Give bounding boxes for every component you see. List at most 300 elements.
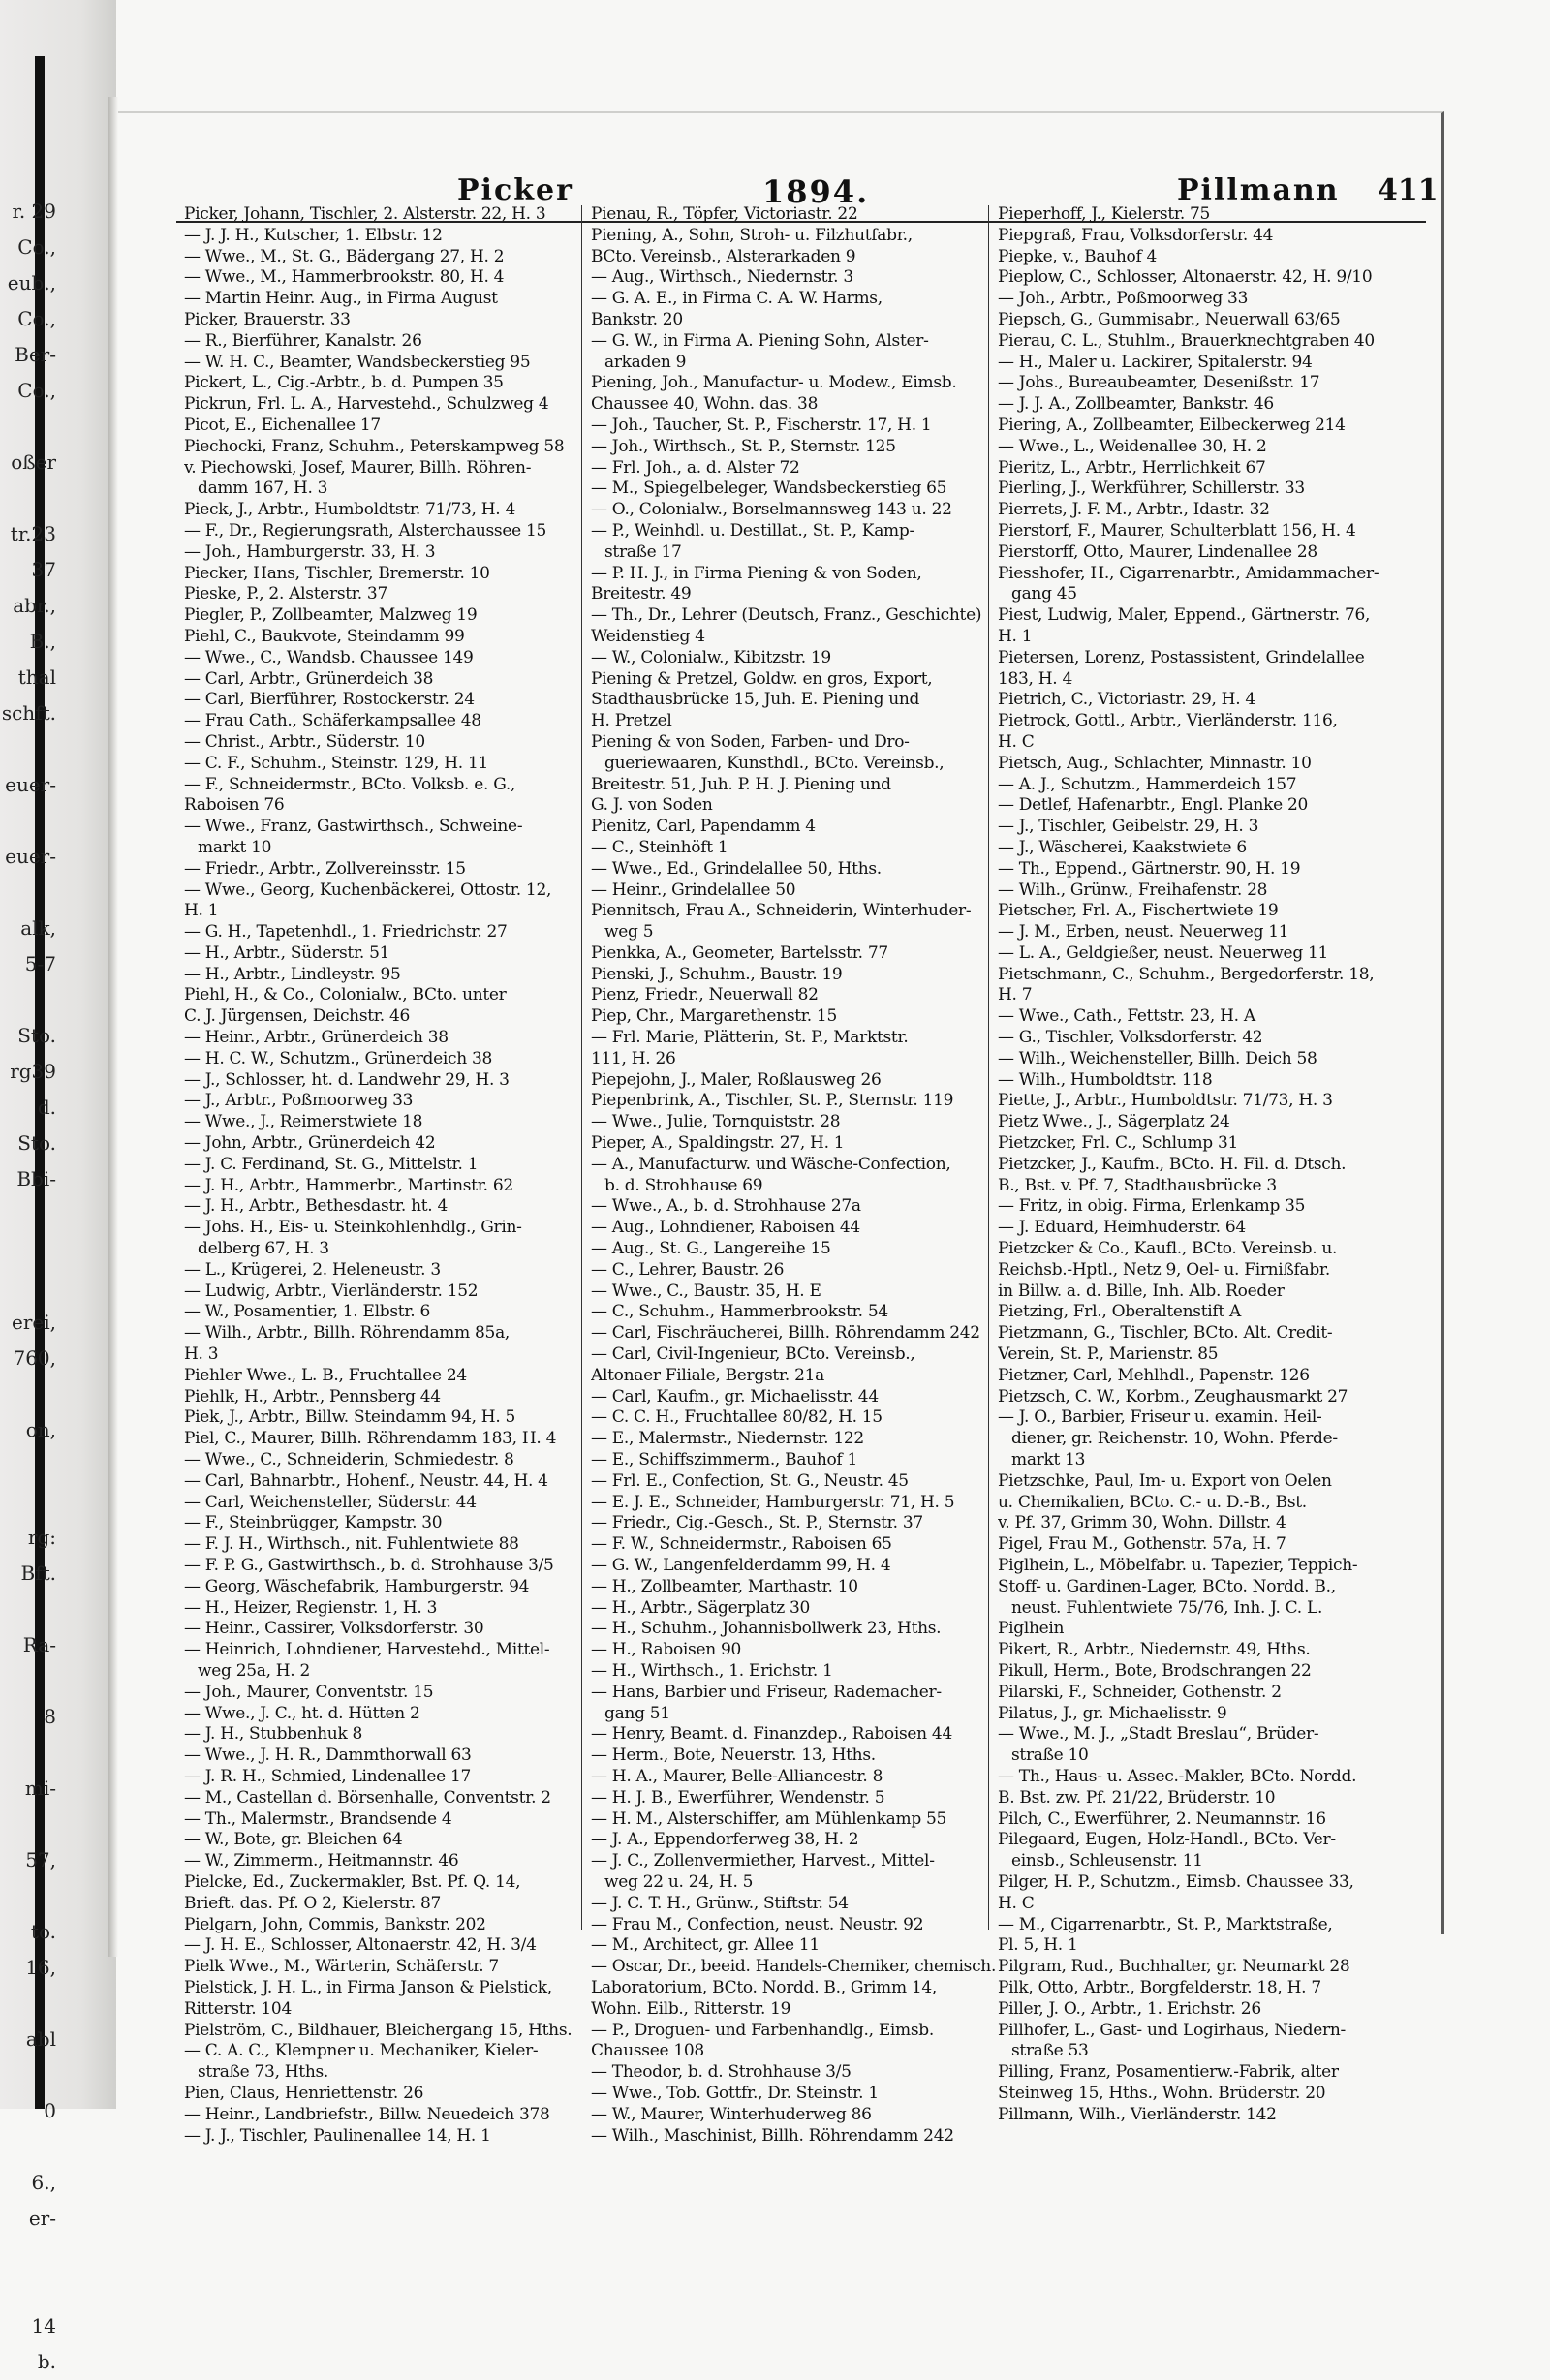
gutter-fragment [0, 1592, 56, 1627]
directory-entry: — Th., Malermstr., Brandsende 4 [184, 1808, 452, 1829]
directory-entry: Pienitz, Carl, Papendamm 4 [591, 817, 816, 837]
directory-entry: — J. O., Barbier, Friseur u. examin. Heil- [998, 1407, 1322, 1428]
directory-entry: straße 17 [604, 541, 682, 562]
gutter-fragment: 760, [13, 1346, 56, 1370]
directory-entry: — F. W., Schneidermstr., Raboisen 65 [591, 1534, 892, 1555]
gutter-fragment: r. 29 [12, 200, 56, 223]
directory-entry: — J. C., Zollenvermiether, Harvest., Mittel- [591, 1851, 935, 1871]
directory-entry: — Ludwig, Arbtr., Vierländerstr. 152 [184, 1281, 479, 1301]
directory-entry: straße 10 [1011, 1746, 1089, 1766]
directory-entry: — Herm., Bote, Neuerstr. 13, Hths. [591, 1746, 876, 1766]
directory-entry: — W., Bote, gr. Bleichen 64 [184, 1830, 403, 1850]
directory-entry: Pilegaard, Eugen, Holz-Handl., BCto. Ver- [998, 1830, 1336, 1850]
directory-entry: Piehlk, H., Arbtr., Pennsberg 44 [184, 1386, 441, 1406]
column-1 [184, 204, 591, 2147]
directory-entry: — Carl, Bierführer, Rostockerstr. 24 [184, 690, 475, 710]
directory-entry: H. 1 [184, 901, 219, 921]
gutter-fragment: B., [29, 630, 56, 653]
directory-entry: Pilgram, Rud., Buchhalter, gr. Neumarkt 28 [998, 1957, 1350, 1977]
directory-entry: Pierstorff, Otto, Maurer, Lindenallee 28 [998, 541, 1318, 562]
directory-entry: Piechocki, Franz, Schuhm., Peterskampweg 58 [184, 436, 565, 456]
directory-entry: BCto. Vereinsb., Alsterarkaden 9 [591, 246, 856, 266]
directory-entry: — Joh., Maurer, Conventstr. 15 [184, 1682, 434, 1702]
directory-entry: — Th., Eppend., Gärtnerstr. 90, H. 19 [998, 858, 1301, 879]
directory-entry: Breitestr. 49 [591, 584, 692, 604]
gutter-fragment: Bbi- [16, 1167, 56, 1190]
directory-entry: u. Chemikalien, BCto. C.- u. D.-B., Bst. [998, 1492, 1307, 1512]
directory-entry: Piehler Wwe., L. B., Fruchtallee 24 [184, 1365, 467, 1385]
directory-entry: — Heinr., Arbtr., Grünerdeich 38 [184, 1028, 449, 1048]
gutter-fragment [0, 982, 56, 1018]
directory-entry: — E., Malermstr., Niedernstr. 122 [591, 1429, 864, 1449]
directory-page [118, 111, 1444, 2146]
directory-entry: — Johs. H., Eis- u. Steinkohlenhdlg., Grin- [184, 1218, 522, 1238]
directory-entry: — F., Dr., Regierungsrath, Alsterchaussee 15 [184, 520, 546, 541]
directory-entry: — Heinr., Cassirer, Volksdorferstr. 30 [184, 1619, 484, 1639]
directory-entry: Pietsch, Aug., Schlachter, Minnastr. 10 [998, 753, 1312, 773]
directory-entry: Piehl, C., Baukvote, Steindamm 99 [184, 626, 465, 646]
gutter-fragment: Ber- [15, 343, 56, 366]
directory-entry: — Wwe., C., Baustr. 35, H. E [591, 1281, 822, 1301]
directory-entry: B. Bst. zw. Pf. 21/22, Brüderstr. 10 [998, 1787, 1276, 1808]
directory-entry: weg 22 u. 24, H. 5 [604, 1871, 754, 1892]
directory-entry: — Joh., Wirthsch., St. P., Sternstr. 125 [591, 436, 896, 456]
directory-entry: gang 51 [604, 1703, 670, 1723]
directory-entry: Pietzcker & Co., Kaufl., BCto. Vereinsb. u. [998, 1239, 1338, 1259]
directory-entry: straße 53 [1011, 2041, 1089, 2061]
gutter-fragment: mi- [24, 1777, 56, 1800]
directory-entry: — Wilh., Maschinist, Billh. Röhrendamm 242 [591, 2125, 954, 2146]
gutter-fragment: 14 [31, 2314, 56, 2337]
directory-entry: Pielk Wwe., M., Wärterin, Schäferstr. 7 [184, 1957, 499, 1977]
gutter-fragment: Sto. [17, 1131, 56, 1155]
book-spine [108, 97, 118, 1957]
directory-entry: weg 25a, H. 2 [198, 1660, 311, 1681]
directory-entry: Pilarski, F., Schneider, Gothenstr. 2 [998, 1682, 1282, 1702]
gutter-fragment [0, 1663, 56, 1699]
directory-entry: — H., Raboisen 90 [591, 1640, 741, 1660]
directory-entry: gang 45 [1011, 584, 1077, 604]
gutter-fragment [0, 1269, 56, 1305]
directory-entry: — Carl, Civil-Ingenieur, BCto. Vereinsb., [591, 1345, 915, 1365]
directory-entry: — J., Wäscherei, Kaakstwiete 6 [998, 837, 1247, 857]
directory-entry: Pielcke, Ed., Zuckermakler, Bst. Pf. Q. 14, [184, 1871, 521, 1892]
directory-entry: Pl. 5, H. 1 [998, 1935, 1078, 1956]
directory-entry: — Wilh., Grünw., Freihafenstr. 28 [998, 880, 1268, 900]
directory-entry: Piglhein, L., Möbelfabr. u. Tapezier, Teppich- [998, 1556, 1358, 1575]
previous-page-edge [0, 0, 116, 2373]
directory-entry: Piecker, Hans, Tischler, Bremerstr. 10 [184, 563, 490, 583]
directory-entry: — Aug., Lohndiener, Raboisen 44 [591, 1218, 860, 1238]
directory-entry: Pielgarn, John, Commis, Bankstr. 202 [184, 1914, 486, 1934]
directory-entry: — C., Lehrer, Baustr. 26 [591, 1259, 785, 1280]
directory-entry: — J. C. T. H., Grünw., Stiftstr. 54 [591, 1893, 849, 1913]
directory-entry: Pieske, P., 2. Alsterstr. 37 [184, 584, 388, 604]
gutter-fragment: 5-7 [24, 952, 56, 975]
directory-entry: Altonaer Filiale, Bergstr. 21a [591, 1365, 824, 1385]
directory-entry: diener, gr. Reichenstr. 10, Wohn. Pferde- [1011, 1429, 1338, 1449]
directory-entry: Pickrun, Frl. L. A., Harvestehd., Schulzweg 4 [184, 394, 549, 415]
directory-entry: — Wilh., Arbtr., Billh. Röhrendamm 85a, [184, 1323, 511, 1344]
directory-entry: Pietzcker, J., Kaufm., BCto. H. Fil. d. Dtsch. [998, 1154, 1347, 1174]
gutter-fragment: 37 [31, 558, 56, 581]
directory-entry: — M., Spiegelbeleger, Wandsbeckerstieg 65 [591, 479, 947, 499]
directory-entry: — Joh., Arbtr., Poßmoorweg 33 [998, 289, 1249, 309]
directory-entry: Pigel, Frau M., Gothenstr. 57a, H. 7 [998, 1534, 1286, 1555]
directory-entry: — Oscar, Dr., beeid. Handels-Chemiker, chemisch. [591, 1957, 997, 1977]
directory-entry: Pietzmann, G., Tischler, BCto. Alt. Credit- [998, 1323, 1333, 1344]
directory-entry: Piegler, P., Zollbeamter, Malzweg 19 [184, 605, 478, 626]
directory-entry: — H., Zollbeamter, Marthastr. 10 [591, 1576, 858, 1596]
directory-entry: Pietzschke, Paul, Im- u. Export von Oelen [998, 1470, 1332, 1491]
directory-entry: Pielström, C., Bildhauer, Bleichergang 15, Hths. [184, 2020, 573, 2040]
gutter-fragment: er- [28, 2207, 56, 2230]
directory-entry: Wohn. Eilb., Ritterstr. 19 [591, 1998, 791, 2019]
directory-entry: Piening, Joh., Manufactur- u. Modew., Eimsb. [591, 373, 957, 393]
directory-entry: — Carl, Bahnarbtr., Hohenf., Neustr. 44, H. 4 [184, 1470, 548, 1491]
directory-entry: — Th., Haus- u. Assec.-Makler, BCto. Nordd. [998, 1766, 1357, 1786]
directory-entry: Piepgraß, Frau, Volksdorferstr. 44 [998, 225, 1274, 245]
directory-entry: — Aug., Wirthsch., Niedernstr. 3 [591, 267, 853, 288]
directory-entry: — F., Schneidermstr., BCto. Volksb. e. G., [184, 774, 516, 794]
directory-entry: — H., Arbtr., Lindleystr. 95 [184, 964, 401, 984]
directory-entry: Piepenbrink, A., Tischler, St. P., Sternstr. 119 [591, 1091, 954, 1111]
directory-entry: — Carl, Weichensteller, Süderstr. 44 [184, 1492, 477, 1512]
directory-entry: — J. M., Erben, neust. Neuerweg 11 [998, 922, 1289, 943]
directory-entry: H. C [998, 1893, 1035, 1913]
directory-entry: Verein, St. P., Marienstr. 85 [998, 1345, 1219, 1365]
directory-entry: — Wwe., Franz, Gastwirthsch., Schweine- [184, 817, 523, 837]
directory-entry: Pietersen, Lorenz, Postassistent, Grindelallee [998, 647, 1365, 667]
directory-entry: — Wwe., J., Reimerstwiete 18 [184, 1112, 423, 1132]
directory-entry: Raboisen 76 [184, 795, 285, 816]
directory-entry: — H., Heizer, Regienstr. 1, H. 3 [184, 1597, 438, 1618]
column-2 [591, 204, 998, 2147]
directory-entry: Pietzner, Carl, Mehlhdl., Papenstr. 126 [998, 1365, 1310, 1385]
gutter-fragment [0, 1878, 56, 1914]
directory-entry: — G., Tischler, Volksdorferstr. 42 [998, 1028, 1263, 1048]
directory-entry: Pienski, J., Schuhm., Baustr. 19 [591, 964, 843, 984]
directory-entry: — J. Eduard, Heimhuderstr. 64 [998, 1218, 1246, 1238]
directory-entry: Pilch, C., Ewerführer, 2. Neumannstr. 16 [998, 1808, 1326, 1829]
directory-entry: Laboratorium, BCto. Nordd. B., Grimm 14, [591, 1977, 938, 1997]
directory-entry: H. 7 [998, 985, 1033, 1005]
directory-entry: Pierling, J., Werkführer, Schillerstr. 33 [998, 479, 1305, 499]
directory-entry: — Carl, Fischräucherei, Billh. Röhrendamm 242 [591, 1323, 980, 1344]
header-first-entry: Picker [457, 173, 574, 207]
directory-entry: markt 13 [1011, 1450, 1086, 1470]
directory-entry: — Wwe., C., Schneiderin, Schmiedestr. 8 [184, 1450, 514, 1470]
directory-entry: — J. R. H., Schmied, Lindenallee 17 [184, 1766, 472, 1786]
directory-entry: — Carl, Arbtr., Grünerdeich 38 [184, 668, 434, 689]
directory-entry: — P., Droguen- und Farbenhandlg., Eimsb. [591, 2020, 934, 2040]
directory-entry: — Frau Cath., Schäferkampsallee 48 [184, 711, 481, 731]
directory-entry: — G. W., in Firma A. Piening Sohn, Alster- [591, 330, 929, 351]
directory-entry: — Wwe., A., b. d. Strohhause 27a [591, 1196, 861, 1217]
directory-entry: — H. M., Alsterschiffer, am Mühlenkamp 55 [591, 1808, 947, 1829]
directory-entry: — Frl. Marie, Plätterin, St. P., Marktstr. [591, 1028, 909, 1048]
directory-entry: Picot, E., Eichenallee 17 [184, 415, 381, 435]
directory-entry: Bankstr. 20 [591, 309, 683, 329]
directory-entry: Piening & von Soden, Farben- und Dro- [591, 731, 910, 752]
directory-entry: — H., Arbtr., Sägerplatz 30 [591, 1597, 811, 1618]
directory-entry: H. 3 [184, 1345, 219, 1365]
directory-entry: Pieritz, L., Arbtr., Herrlichkeit 67 [998, 457, 1266, 478]
directory-entry: — P. H. J., in Firma Piening & von Soden, [591, 563, 922, 583]
directory-entry: damm 167, H. 3 [198, 479, 328, 499]
gutter-fragment [0, 875, 56, 911]
gutter-fragment: d. [37, 1096, 56, 1119]
gutter-fragment [0, 2237, 56, 2272]
directory-entry: Pilk, Otto, Arbtr., Borgfelderstr. 18, H. 7 [998, 1977, 1321, 1997]
directory-entry: Picker, Johann, Tischler, 2. Alsterstr. 22, H. 3 [184, 204, 546, 224]
directory-entry: Piennitsch, Frau A., Schneiderin, Winterhuder- [591, 901, 972, 921]
directory-entry: Picker, Brauerstr. 33 [184, 309, 351, 329]
directory-entry: Piette, J., Arbtr., Humboldtstr. 71/73, H. 3 [998, 1091, 1333, 1111]
gutter-fragment: thal [17, 665, 56, 689]
gutter-fragment: schft. [1, 701, 56, 725]
directory-entry: Pikull, Herm., Bote, Brodschrangen 22 [998, 1660, 1312, 1681]
directory-entry: — H., Maler u. Lackirer, Spitalerstr. 94 [998, 352, 1313, 372]
gutter-fragment: Ra- [22, 1633, 56, 1656]
directory-entry: Piest, Ludwig, Maler, Eppend., Gärtnerstr. 76, [998, 605, 1371, 626]
directory-entry: — J. J. A., Zollbeamter, Bankstr. 46 [998, 394, 1274, 415]
directory-entry: H. C [998, 731, 1035, 752]
gutter-fragment [0, 480, 56, 516]
directory-entry: — Theodor, b. d. Strohhause 3/5 [591, 2062, 852, 2083]
directory-entry: Pikert, R., Arbtr., Niedernstr. 49, Hths. [998, 1640, 1311, 1660]
directory-entry: — Heinr., Grindelallee 50 [591, 880, 796, 900]
gutter-fragment [0, 1448, 56, 1484]
directory-entry: Pietzing, Frl., Oberaltenstift A [998, 1302, 1241, 1322]
directory-entry: — A., Manufacturw. und Wäsche-Confection, [591, 1154, 951, 1174]
directory-entry: — Wwe., Cath., Fettstr. 23, H. A [998, 1006, 1256, 1027]
directory-entry: — Johs., Bureaubeamter, Desenißstr. 17 [998, 373, 1320, 393]
directory-entry: Pierstorf, F., Maurer, Schulterblatt 156, H. 4 [998, 520, 1356, 541]
directory-entry: — H., Wirthsch., 1. Erichstr. 1 [591, 1660, 833, 1681]
directory-entry: Chaussee 40, Wohn. das. 38 [591, 394, 819, 415]
directory-entry: — Wwe., Ed., Grindelallee 50, Hths. [591, 858, 882, 879]
directory-entry: — Frl. Joh., a. d. Alster 72 [591, 457, 800, 478]
directory-entry: gueriewaaren, Kunsthdl., BCto. Vereinsb., [604, 753, 945, 773]
gutter-fragment: euer- [5, 773, 56, 796]
gutter-fragment [0, 803, 56, 839]
directory-entry: — R., Bierführer, Kanalstr. 26 [184, 330, 422, 351]
gutter-fragment [0, 409, 56, 445]
directory-entry: — J. H. E., Schlosser, Altonaerstr. 42, H. 3/4 [184, 1935, 537, 1956]
directory-entry: — W., Posamentier, 1. Elbstr. 6 [184, 1302, 430, 1322]
directory-entry: — Wwe., Julie, Tornquiststr. 28 [591, 1112, 841, 1132]
directory-entry: Piep, Chr., Margarethenstr. 15 [591, 1006, 837, 1027]
directory-entry: — Heinr., Landbriefstr., Billw. Neuedeich 378 [184, 2104, 550, 2124]
gutter-fragment [0, 731, 56, 767]
directory-entry: — Wwe., Georg, Kuchenbäckerei, Ottostr. 12, [184, 880, 552, 900]
directory-entry: Piller, J. O., Arbtr., 1. Erichstr. 26 [998, 1998, 1261, 2019]
directory-entry: — J. H., Arbtr., Hammerbr., Martinstr. 62 [184, 1175, 513, 1195]
directory-entry: Piesshofer, H., Cigarrenarbtr., Amidammacher- [998, 563, 1380, 583]
directory-entry: Pietzcker, Frl. C., Schlump 31 [998, 1133, 1238, 1154]
column-3 [998, 204, 1405, 2126]
directory-entry: — Henry, Beamt. d. Finanzdep., Raboisen 44 [591, 1724, 952, 1745]
gutter-fragment: to. [30, 1920, 56, 1943]
gutter-fragment: euer- [5, 845, 56, 868]
directory-entry: Pilling, Franz, Posamentierw.-Fabrik, alter [998, 2062, 1339, 2083]
directory-entry: — J., Tischler, Geibelstr. 29, H. 3 [998, 817, 1259, 837]
directory-entry: Piepejohn, J., Maler, Roßlausweg 26 [591, 1069, 882, 1090]
directory-entry: b. d. Strohhause 69 [604, 1175, 763, 1195]
directory-entry: — Martin Heinr. Aug., in Firma August [184, 289, 498, 309]
gutter-fragment: rg39 [10, 1060, 56, 1083]
gutter-fragment: abr., [13, 594, 56, 617]
directory-entry: Pietscher, Frl. A., Fischertwiete 19 [998, 901, 1279, 921]
directory-entry: — G. A. E., in Firma C. A. W. Harms, [591, 289, 883, 309]
directory-entry: C. J. Jürgensen, Deichstr. 46 [184, 1006, 410, 1027]
directory-entry: einsb., Schleusenstr. 11 [1011, 1851, 1203, 1871]
directory-entry: markt 10 [198, 837, 272, 857]
page-number: 411 [1378, 173, 1439, 207]
directory-entry: — O., Colonialw., Borselmannsweg 143 u. 22 [591, 500, 952, 520]
directory-entry: G. J. von Soden [591, 795, 713, 816]
previous-page-fragments [0, 194, 56, 2380]
directory-entry: — M., Cigarrenarbtr., St. P., Marktstraße, [998, 1914, 1333, 1934]
directory-entry: — Carl, Kaufm., gr. Michaelisstr. 44 [591, 1386, 879, 1406]
directory-entry: Pielstick, J. H. L., in Firma Janson & Pielstick, [184, 1977, 552, 1997]
directory-entry: — E. J. E., Schneider, Hamburgerstr. 71, H. 5 [591, 1492, 955, 1512]
gutter-fragment [0, 1197, 56, 1233]
directory-entry: Pierau, C. L., Stuhlm., Brauerknechtgraben 40 [998, 330, 1375, 351]
directory-entry: Pienkka, A., Geometer, Bartelsstr. 77 [591, 943, 888, 963]
directory-entry: — J. J. H., Kutscher, 1. Elbstr. 12 [184, 225, 443, 245]
gutter-fragment: abl [25, 2027, 56, 2051]
directory-entry: Pienz, Friedr., Neuerwall 82 [591, 985, 819, 1005]
gutter-fragment: rg: [27, 1526, 56, 1549]
directory-entry: — Wwe., M., Hammerbrookstr. 80, H. 4 [184, 267, 505, 288]
directory-entry: Piening, A., Sohn, Stroh- u. Filzhutfabr., [591, 225, 913, 245]
directory-entry: — Christ., Arbtr., Süderstr. 10 [184, 731, 425, 752]
gutter-fragment: 6., [31, 2171, 56, 2194]
directory-entry: 183, H. 4 [998, 668, 1073, 689]
gutter-fragment: alk, [20, 916, 56, 940]
directory-entry: Stadthausbrücke 15, Juh. E. Piening und [591, 690, 920, 710]
gutter-fragment: 16, [25, 1956, 56, 1979]
directory-entry: — H. J. B., Ewerführer, Wendenstr. 5 [591, 1787, 885, 1808]
directory-entry: Pieplow, C., Schlosser, Altonaerstr. 42, H. 9/10 [998, 267, 1373, 288]
directory-entry: v. Piechowski, Josef, Maurer, Billh. Röhren- [184, 457, 532, 478]
directory-entry: — L., Krügerei, 2. Heleneustr. 3 [184, 1259, 441, 1280]
directory-entry: — W., Maurer, Winterhuderweg 86 [591, 2104, 872, 2124]
directory-entry: — Fritz, in obig. Firma, Erlenkamp 35 [998, 1196, 1306, 1217]
gutter-fragment: 0 [44, 2099, 56, 2122]
directory-entry: — Wwe., M. J., „Stadt Breslau“, Brüder- [998, 1724, 1319, 1745]
directory-entry: — J. A., Eppendorferweg 38, H. 2 [591, 1830, 859, 1850]
directory-entry: — F. J. H., Wirthsch., nit. Fuhlentwiete 88 [184, 1534, 519, 1555]
gutter-fragment [0, 1807, 56, 1842]
directory-entry: Pietrock, Gottl., Arbtr., Vierländerstr. 116, [998, 711, 1338, 731]
directory-entry: — J., Arbtr., Poßmoorweg 33 [184, 1091, 414, 1111]
directory-entry: — Detlef, Hafenarbtr., Engl. Planke 20 [998, 795, 1309, 816]
directory-entry: — C. F., Schuhm., Steinstr. 129, H. 11 [184, 753, 488, 773]
directory-entry: Pickert, L., Cig.-Arbtr., b. d. Pumpen 35 [184, 373, 504, 393]
directory-entry: Piening & Pretzel, Goldw. en gros, Export, [591, 668, 933, 689]
directory-entry: — Georg, Wäschefabrik, Hamburgerstr. 94 [184, 1576, 530, 1596]
directory-entry: Pierrets, J. F. M., Arbtr., Idastr. 32 [998, 500, 1270, 520]
directory-entry: — J. H., Arbtr., Bethesdastr. ht. 4 [184, 1196, 448, 1217]
header-year: 1894. [762, 173, 870, 210]
gutter-fragment [0, 1233, 56, 1269]
gutter-fragment: oßer [11, 450, 56, 474]
directory-entry: — Hans, Barbier und Friseur, Rademacher- [591, 1682, 942, 1702]
gutter-fragment: Co., [17, 235, 56, 259]
directory-entry: Pieperhoff, J., Kielerstr. 75 [998, 204, 1211, 224]
directory-entry: — Joh., Hamburgerstr. 33, H. 3 [184, 541, 436, 562]
directory-entry: — Joh., Taucher, St. P., Fischerstr. 17, H. 1 [591, 415, 932, 435]
directory-entry: Weidenstieg 4 [591, 626, 705, 646]
gutter-fragment [0, 2129, 56, 2165]
directory-entry: — H. A., Maurer, Belle-Alliancestr. 8 [591, 1766, 884, 1786]
directory-entry: Pietzsch, C. W., Korbm., Zeughausmarkt 27 [998, 1386, 1348, 1406]
directory-entry: — C., Steinhöft 1 [591, 837, 728, 857]
directory-entry: — G. H., Tapetenhdl., 1. Friedrichstr. 27 [184, 922, 508, 943]
directory-entry: — H. C. W., Schutzm., Grünerdeich 38 [184, 1048, 493, 1068]
directory-entry: — M., Castellan d. Börsenhalle, Conventstr. 2 [184, 1787, 551, 1808]
directory-entry: — Th., Dr., Lehrer (Deutsch, Franz., Geschichte) [591, 605, 982, 626]
directory-entry: Pietz Wwe., J., Sägerplatz 24 [998, 1112, 1230, 1132]
directory-entry: — Friedr., Cig.-Gesch., St. P., Sternstr. 37 [591, 1513, 923, 1533]
directory-entry: in Billw. a. d. Bille, Inh. Alb. Roeder [998, 1281, 1285, 1301]
directory-entry: — C. A. C., Klempner u. Mechaniker, Kieler- [184, 2041, 539, 2061]
directory-entry: Ritterstr. 104 [184, 1998, 292, 2019]
directory-entry: Pietrich, C., Victoriastr. 29, H. 4 [998, 690, 1256, 710]
directory-entry: — Wwe., M., St. G., Bädergang 27, H. 2 [184, 246, 505, 266]
directory-entry: Piek, J., Arbtr., Billw. Steindamm 94, H. 5 [184, 1407, 516, 1428]
directory-entry: Pietschmann, C., Schuhm., Bergedorferstr. 18, [998, 964, 1375, 984]
gutter-fragment: Sto. [17, 1024, 56, 1047]
gutter-fragment: b. [37, 2350, 56, 2373]
directory-entry: — F. P. G., Gastwirthsch., b. d. Strohhause 3/5 [184, 1556, 554, 1575]
gutter-fragment: Co., [17, 307, 56, 330]
directory-entry: Pieck, J., Arbtr., Humboldtstr. 71/73, H. 4 [184, 500, 515, 520]
gutter-fragment [0, 1986, 56, 2022]
directory-entry: — J. H., Stubbenhuk 8 [184, 1724, 363, 1745]
gutter-fragment: 8 [44, 1705, 56, 1728]
directory-entry: — W. H. C., Beamter, Wandsbeckerstieg 95 [184, 352, 531, 372]
directory-entry: straße 73, Hths. [198, 2062, 329, 2083]
directory-entry: delberg 67, H. 3 [198, 1239, 329, 1259]
directory-entry: Pieper, A., Spaldingstr. 27, H. 1 [591, 1133, 845, 1154]
directory-entry: — C., Schuhm., Hammerbrookstr. 54 [591, 1302, 888, 1322]
directory-entry: Piglhein [998, 1619, 1065, 1639]
directory-entry: — C. C. H., Fruchtallee 80/82, H. 15 [591, 1407, 883, 1428]
directory-entry: — J. J., Tischler, Paulinenallee 14, H. 1 [184, 2125, 491, 2146]
directory-entry: — Wwe., Tob. Gottfr., Dr. Steinstr. 1 [591, 2083, 879, 2103]
directory-entry: Piepke, v., Bauhof 4 [998, 246, 1158, 266]
directory-entry: — Friedr., Arbtr., Zollvereinsstr. 15 [184, 858, 466, 879]
directory-entry: — Wilh., Weichensteller, Billh. Deich 58 [998, 1048, 1318, 1068]
directory-entry: — P., Weinhdl. u. Destillat., St. P., Kamp- [591, 520, 914, 541]
gutter-fragment [0, 1484, 56, 1520]
directory-entry: — Frl. E., Confection, St. G., Neustr. 45 [591, 1470, 909, 1491]
directory-entry: — E., Schiffszimmerm., Bauhof 1 [591, 1450, 858, 1470]
directory-entry: Pillhofer, L., Gast- und Logirhaus, Niedern- [998, 2020, 1346, 2040]
gutter-fragment [0, 2057, 56, 2093]
directory-entry: — Heinrich, Lohndiener, Harvestehd., Mittel- [184, 1640, 550, 1660]
directory-entry: — Frau M., Confection, neust. Neustr. 92 [591, 1914, 924, 1934]
directory-entry: H. 1 [998, 626, 1033, 646]
directory-entry: Reichsb.-Hptl., Netz 9, Oel- u. Firnißfabr. [998, 1259, 1330, 1280]
gutter-fragment [0, 1376, 56, 1412]
gutter-fragment: erei, [12, 1311, 56, 1334]
gutter-fragment: on, [25, 1418, 56, 1441]
